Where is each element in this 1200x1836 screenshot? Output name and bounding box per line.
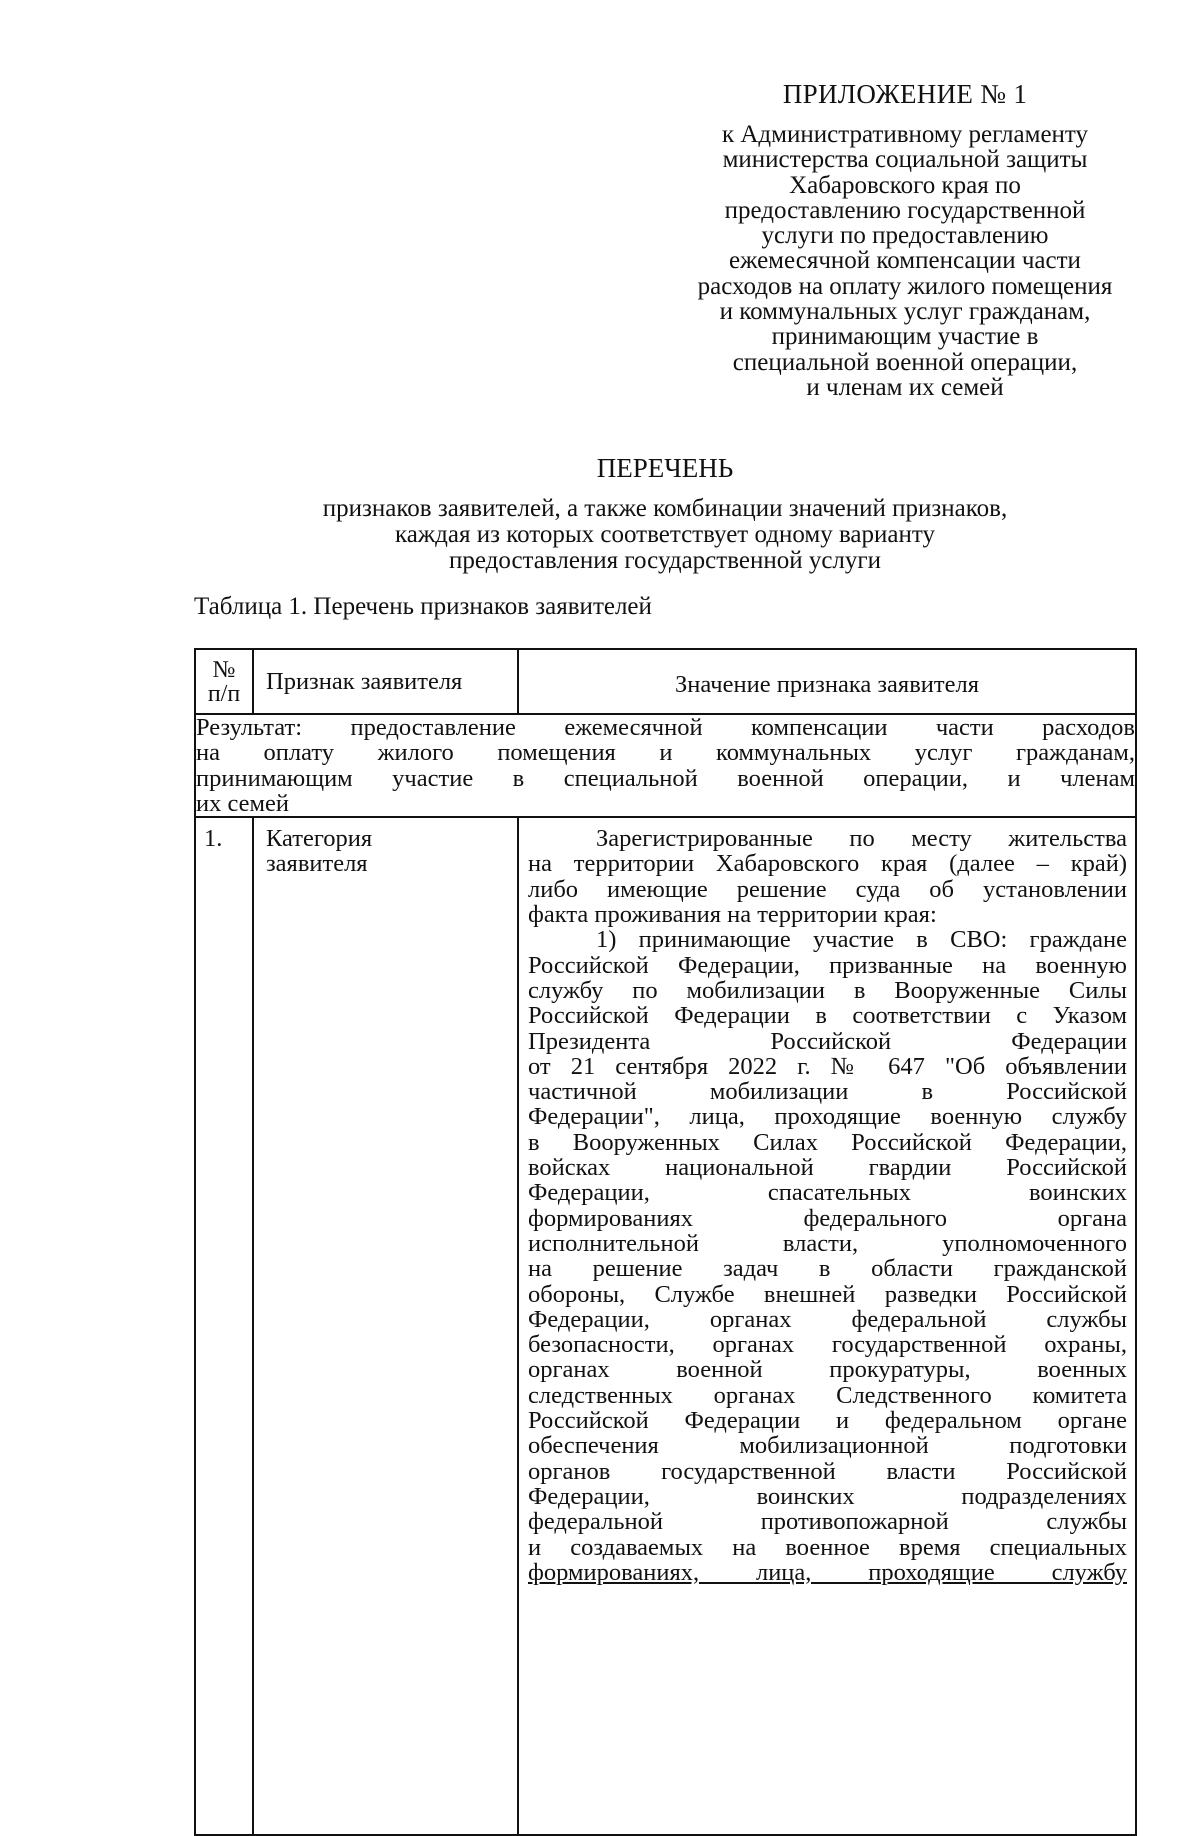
value-line: службу по мобилизации в Вооруженные Силы <box>528 976 1127 1004</box>
value-line: на территории Хабаровского края (далее – край) <box>528 850 1127 878</box>
appendix-line: к Административному регламенту <box>721 121 1089 148</box>
header-num-line1: № <box>212 656 236 683</box>
value-line: Российской Федерации, призванные на военную <box>528 951 1127 979</box>
value-line: исполнительной власти, уполномоченного <box>528 1229 1127 1257</box>
appendix-line: и коммунальных услуг гражданам, <box>719 298 1091 326</box>
table-row <box>195 817 1136 1835</box>
sign-line: Категория <box>266 825 373 853</box>
value-line: Зарегистрированные по месту жительства <box>596 825 1127 853</box>
value-line: Федерации, воинских подразделениях <box>528 1482 1127 1510</box>
value-line: следственных органах Следственного комитета <box>528 1381 1127 1409</box>
value-line: Федерации, органах федеральной службы <box>528 1305 1127 1333</box>
value-line: в Вооруженных Силах Российской Федерации, <box>528 1128 1127 1156</box>
value-line: Российской Федерации в соответствии с Указом <box>528 1002 1127 1030</box>
header-sign-cell: Признак заявителя <box>253 649 518 714</box>
appendix-line: ежемесячной компенсации части <box>729 247 1081 275</box>
appendix-line: Хабаровского края по <box>789 171 1021 199</box>
subtitle-line: признаков заявителей, а также комбинации значений признаков, <box>322 495 1008 522</box>
result-cell <box>195 714 1136 817</box>
result-row <box>195 714 1136 817</box>
value-line: на решение задач в области гражданской <box>528 1255 1127 1283</box>
value-line: федеральной противопожарной службы <box>528 1508 1127 1536</box>
subtitle-line: предоставления государственной услуги <box>448 547 882 574</box>
result-line: принимающим участие в специальной военной операции, и членам <box>196 764 1135 792</box>
value-line: Федерации", лица, проходящие военную службу <box>528 1103 1127 1131</box>
appendix-line: услуги по предоставлению <box>761 222 1049 250</box>
appendix-line: принимающим участие в <box>771 323 1039 351</box>
row-num-cell: 1. <box>195 817 253 1835</box>
appendix-line: министерства социальной защиты <box>722 146 1088 174</box>
header-value-cell: Значение признака заявителя <box>518 649 1136 714</box>
value-line: органах военной прокуратуры, военных <box>528 1356 1127 1384</box>
value-line: и создаваемых на военное время специальных <box>528 1533 1127 1561</box>
appendix-block <box>660 78 1150 400</box>
value-line: частичной мобилизации в Российской <box>528 1078 1127 1106</box>
value-line: формированиях федерального органа <box>528 1204 1127 1232</box>
table-header-row <box>195 649 1136 714</box>
header-num-line2: п/п <box>207 680 241 707</box>
value-line: Федерации, спасательных воинских <box>528 1179 1127 1207</box>
appendix-line: и членам их семей <box>806 373 1004 401</box>
value-line: 1) принимающие участие в СВО: граждане <box>596 926 1127 954</box>
list-subtitle <box>0 496 1200 574</box>
applicant-signs-table <box>194 648 1137 1836</box>
value-line: либо имеющие решение суда об установлении <box>528 875 1127 903</box>
value-line: формированиях, лица, проходящие службу <box>528 1558 1127 1586</box>
value-line: Президента Российской Федерации <box>528 1027 1127 1055</box>
table-caption: Таблица 1. Перечень признаков заявителей <box>194 593 652 620</box>
row-sign-cell <box>253 817 518 1835</box>
appendix-title: ПРИЛОЖЕНИЕ № 1 <box>782 79 1028 109</box>
row-value-cell <box>518 817 1136 1835</box>
value-line: факта проживания на территории края: <box>528 901 937 929</box>
value-line: Российской Федерации и федеральном органе <box>528 1407 1127 1435</box>
appendix-line: специальной военной операции, <box>732 348 1078 376</box>
value-line: от 21 сентября 2022 г. № 647 "Об объявлении <box>528 1052 1127 1080</box>
result-line: их семей <box>196 789 290 817</box>
list-title: ПЕРЕЧЕНЬ <box>596 453 734 483</box>
result-line: Результат: предоставление ежемесячной компенсации части расходов <box>196 714 1135 741</box>
value-line: войсках национальной гвардии Российской <box>528 1154 1127 1182</box>
appendix-line: предоставлению государственной <box>724 196 1086 224</box>
appendix-line: расходов на оплату жилого помещения <box>697 272 1113 300</box>
header-num-cell <box>195 649 253 714</box>
value-line: безопасности, органах государственной охраны, <box>528 1331 1127 1359</box>
value-line: органов государственной власти Российской <box>528 1457 1127 1485</box>
value-line: обороны, Службе внешней разведки Российской <box>528 1280 1127 1308</box>
value-line: обеспечения мобилизационной подготовки <box>528 1432 1127 1460</box>
sign-line: заявителя <box>266 850 368 878</box>
subtitle-line: каждая из которых соответствует одному варианту <box>395 521 935 548</box>
result-line: на оплату жилого помещения и коммунальных услуг гражданам, <box>196 739 1135 767</box>
